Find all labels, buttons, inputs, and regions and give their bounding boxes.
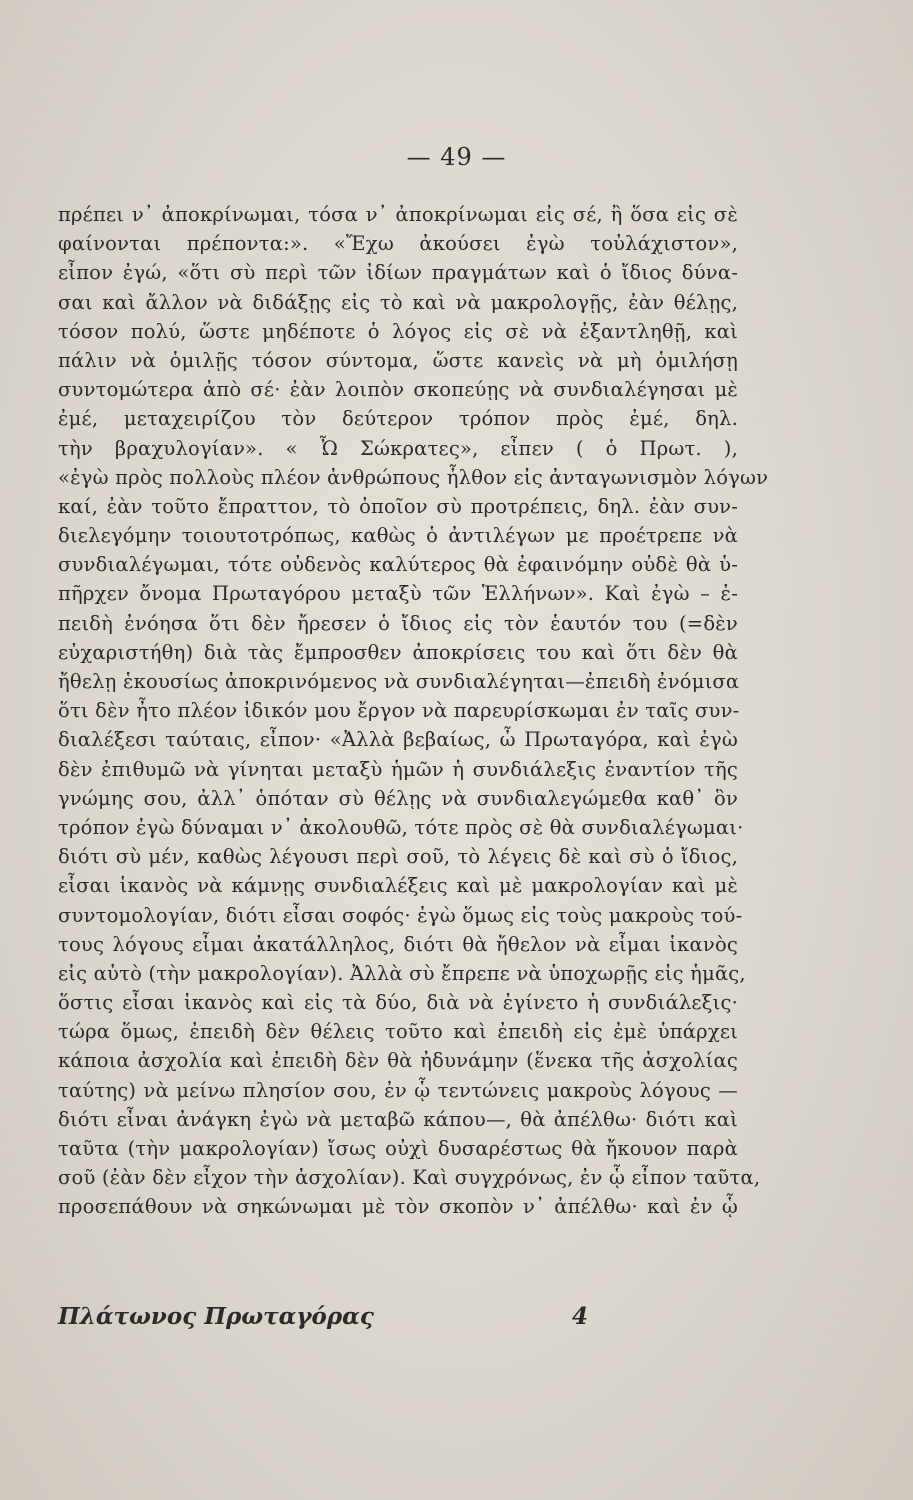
text-line: διελεγόμην τοιουτοτρόπως, καθὼς ὁ ἀντιλέγων με προέτρεπε νὰ [58, 524, 738, 548]
text-line: διότι σὺ μέν, καθὼς λέγουσι περὶ σοῦ, τὸ λέγεις δὲ καὶ σὺ ὁ ἴδιος, [58, 845, 738, 869]
footer-book-title: Πλάτωνος Πρωταγόρας [58, 1303, 374, 1330]
text-line: φαίνονται πρέποντα:». «Ἔχω ἀκούσει ἐγὼ τοὐλάχιστον», [58, 232, 738, 256]
text-line: πάλιν νὰ ὁμιλῇς τόσον σύντομα, ὥστε κανεὶς νὰ μὴ ὁμιλήσῃ [58, 348, 738, 372]
text-line: τόσον πολύ, ὥστε μηδέποτε ὁ λόγος εἰς σὲ νὰ ἐξαντληθῇ, καὶ [58, 319, 738, 343]
text-line: εὐχαριστήθη) διὰ τὰς ἔμπροσθεν ἀποκρίσεις του καὶ ὅτι δὲν θὰ [58, 640, 738, 664]
text-line: «ἐγὼ πρὸς πολλοὺς πλέον ἀνθρώπους ἦλθον εἰς ἀνταγωνισμὸν λόγων [58, 465, 769, 489]
text-line: κάποια ἀσχολία καὶ ἐπειδὴ δὲν θὰ ἠδυνάμην (ἕνεκα τῆς ἀσχολίας [58, 1049, 738, 1073]
text-line: ἤθελῃ ἑκουσίως ἀποκρινόμενος νὰ συνδιαλέγηται—ἐπειδὴ ἐνόμισα [58, 670, 740, 693]
text-line: ἐμέ, μεταχειρίζου τὸν δεύτερον τρόπον πρὸς ἐμέ, δηλ. [58, 407, 738, 431]
text-line: διότι εἶναι ἀνάγκη ἐγὼ νὰ μεταβῶ κάπου—, θὰ ἀπέλθω· διότι καὶ [58, 1107, 738, 1131]
text-line: πειδὴ ἐνόησα ὅτι δὲν ἤρεσεν ὁ ἴδιος εἰς τὸν ἑαυτόν του (=δὲν [58, 611, 738, 635]
text-line: ὅστις εἶσαι ἱκανὸς καὶ εἰς τὰ δύο, διὰ νὰ ἐγίνετο ἡ συνδιάλεξις· [58, 991, 738, 1015]
text-line: συντομολογίαν, διότι εἶσαι σοφός· ἐγὼ ὅμως εἰς τοὺς μακροὺς τού- [58, 903, 743, 927]
text-line: τὴν βραχυλογίαν». « Ὦ Σώκρατες», εἶπεν ( ὁ Πρωτ. ), [58, 436, 738, 460]
page-number: — 49 — [406, 143, 507, 171]
text-line: καί, ἐὰν τοῦτο ἔπραττον, τὸ ὁποῖον σὺ προτρέπεις, δηλ. ἐὰν συν- [58, 494, 738, 518]
text-line: ταῦτα (τὴν μακρολογίαν) ἴσως οὐχὶ δυσαρέστως θὰ ἤκουον παρὰ [58, 1137, 738, 1160]
text-line: τρόπον ἐγὼ δύναμαι ν᾽ ἀκολουθῶ, τότε πρὸς σὲ θὰ συνδιαλέγωμαι· [58, 815, 744, 839]
text-line: πρέπει ν᾽ ἀποκρίνωμαι, τόσα ν᾽ ἀποκρίνωμαι εἰς σέ, ἢ ὅσα εἰς σὲ [58, 203, 738, 226]
text-line: προσεπάθουν νὰ σηκώνωμαι μὲ τὸν σκοπὸν ν᾽ ἀπέλθω· καὶ ἐν ᾧ [58, 1195, 738, 1219]
text-line: τους λόγους εἶμαι ἀκατάλληλος, διότι θὰ ἤθελον νὰ εἶμαι ἱκανὸς [58, 932, 738, 956]
text-line: γνώμης σου, ἀλλ᾽ ὁπόταν σὺ θέλῃς νὰ συνδιαλεγώμεθα καθ᾽ ὃν [58, 786, 738, 810]
text-line: ὅτι δὲν ἦτο πλέον ἰδικόν μου ἔργον νὰ παρευρίσκωμαι ἐν ταῖς συν- [58, 699, 740, 723]
text-line: εἶσαι ἱκανὸς νὰ κάμνῃς συνδιαλέξεις καὶ μὲ μακρολογίαν καὶ μὲ [58, 874, 738, 898]
text-line: εἶπον ἐγώ, «ὅτι σὺ περὶ τῶν ἰδίων πραγμάτων καὶ ὁ ἴδιος δύνα- [58, 261, 738, 285]
text-line: σοῦ (ἐὰν δὲν εἶχον τὴν ἀσχολίαν). Καὶ συγχρόνως, ἐν ᾧ εἶπον ταῦτα, [58, 1166, 761, 1190]
body-text [58, 200, 769, 1222]
footer-signature-mark: 4 [571, 1303, 588, 1330]
text-line: συντομώτερα ἀπὸ σέ· ἐὰν λοιπὸν σκοπεύῃς νὰ συνδιαλέγησαι μὲ [58, 378, 738, 402]
text-line: σαι καὶ ἄλλον νὰ διδάξῃς εἰς τὸ καὶ νὰ μακρολογῇς, ἐὰν θέλῃς, [58, 290, 738, 314]
text-line: ταύτης) νὰ μείνω πλησίον σου, ἐν ᾧ τεντώνεις μακροὺς λόγους — [58, 1078, 738, 1102]
text-line: διαλέξεσι ταύταις, εἶπον· «Ἀλλὰ βεβαίως, ὦ Πρωταγόρα, καὶ ἐγὼ [58, 728, 738, 752]
text-line: τώρα ὅμως, ἐπειδὴ δὲν θέλεις τοῦτο καὶ ἐπειδὴ εἰς ἐμὲ ὑπάρχει [58, 1020, 738, 1044]
text-line: πῆρχεν ὄνομα Πρωταγόρου μεταξὺ τῶν Ἑλλήνων». Καὶ ἐγὼ – ἐ- [58, 582, 738, 606]
text-line: δὲν ἐπιθυμῶ νὰ γίνηται μεταξὺ ἡμῶν ἡ συνδιάλεξις ἐναντίον τῆς [58, 757, 738, 781]
text-line: εἰς αὐτὸ (τὴν μακρολογίαν). Ἀλλὰ σὺ ἔπρεπε νὰ ὑποχωρῇς εἰς ἡμᾶς, [58, 961, 746, 985]
text-line: συνδιαλέγωμαι, τότε οὐδενὸς καλύτερος θὰ ἐφαινόμην οὐδὲ θὰ ὑ- [58, 553, 738, 577]
